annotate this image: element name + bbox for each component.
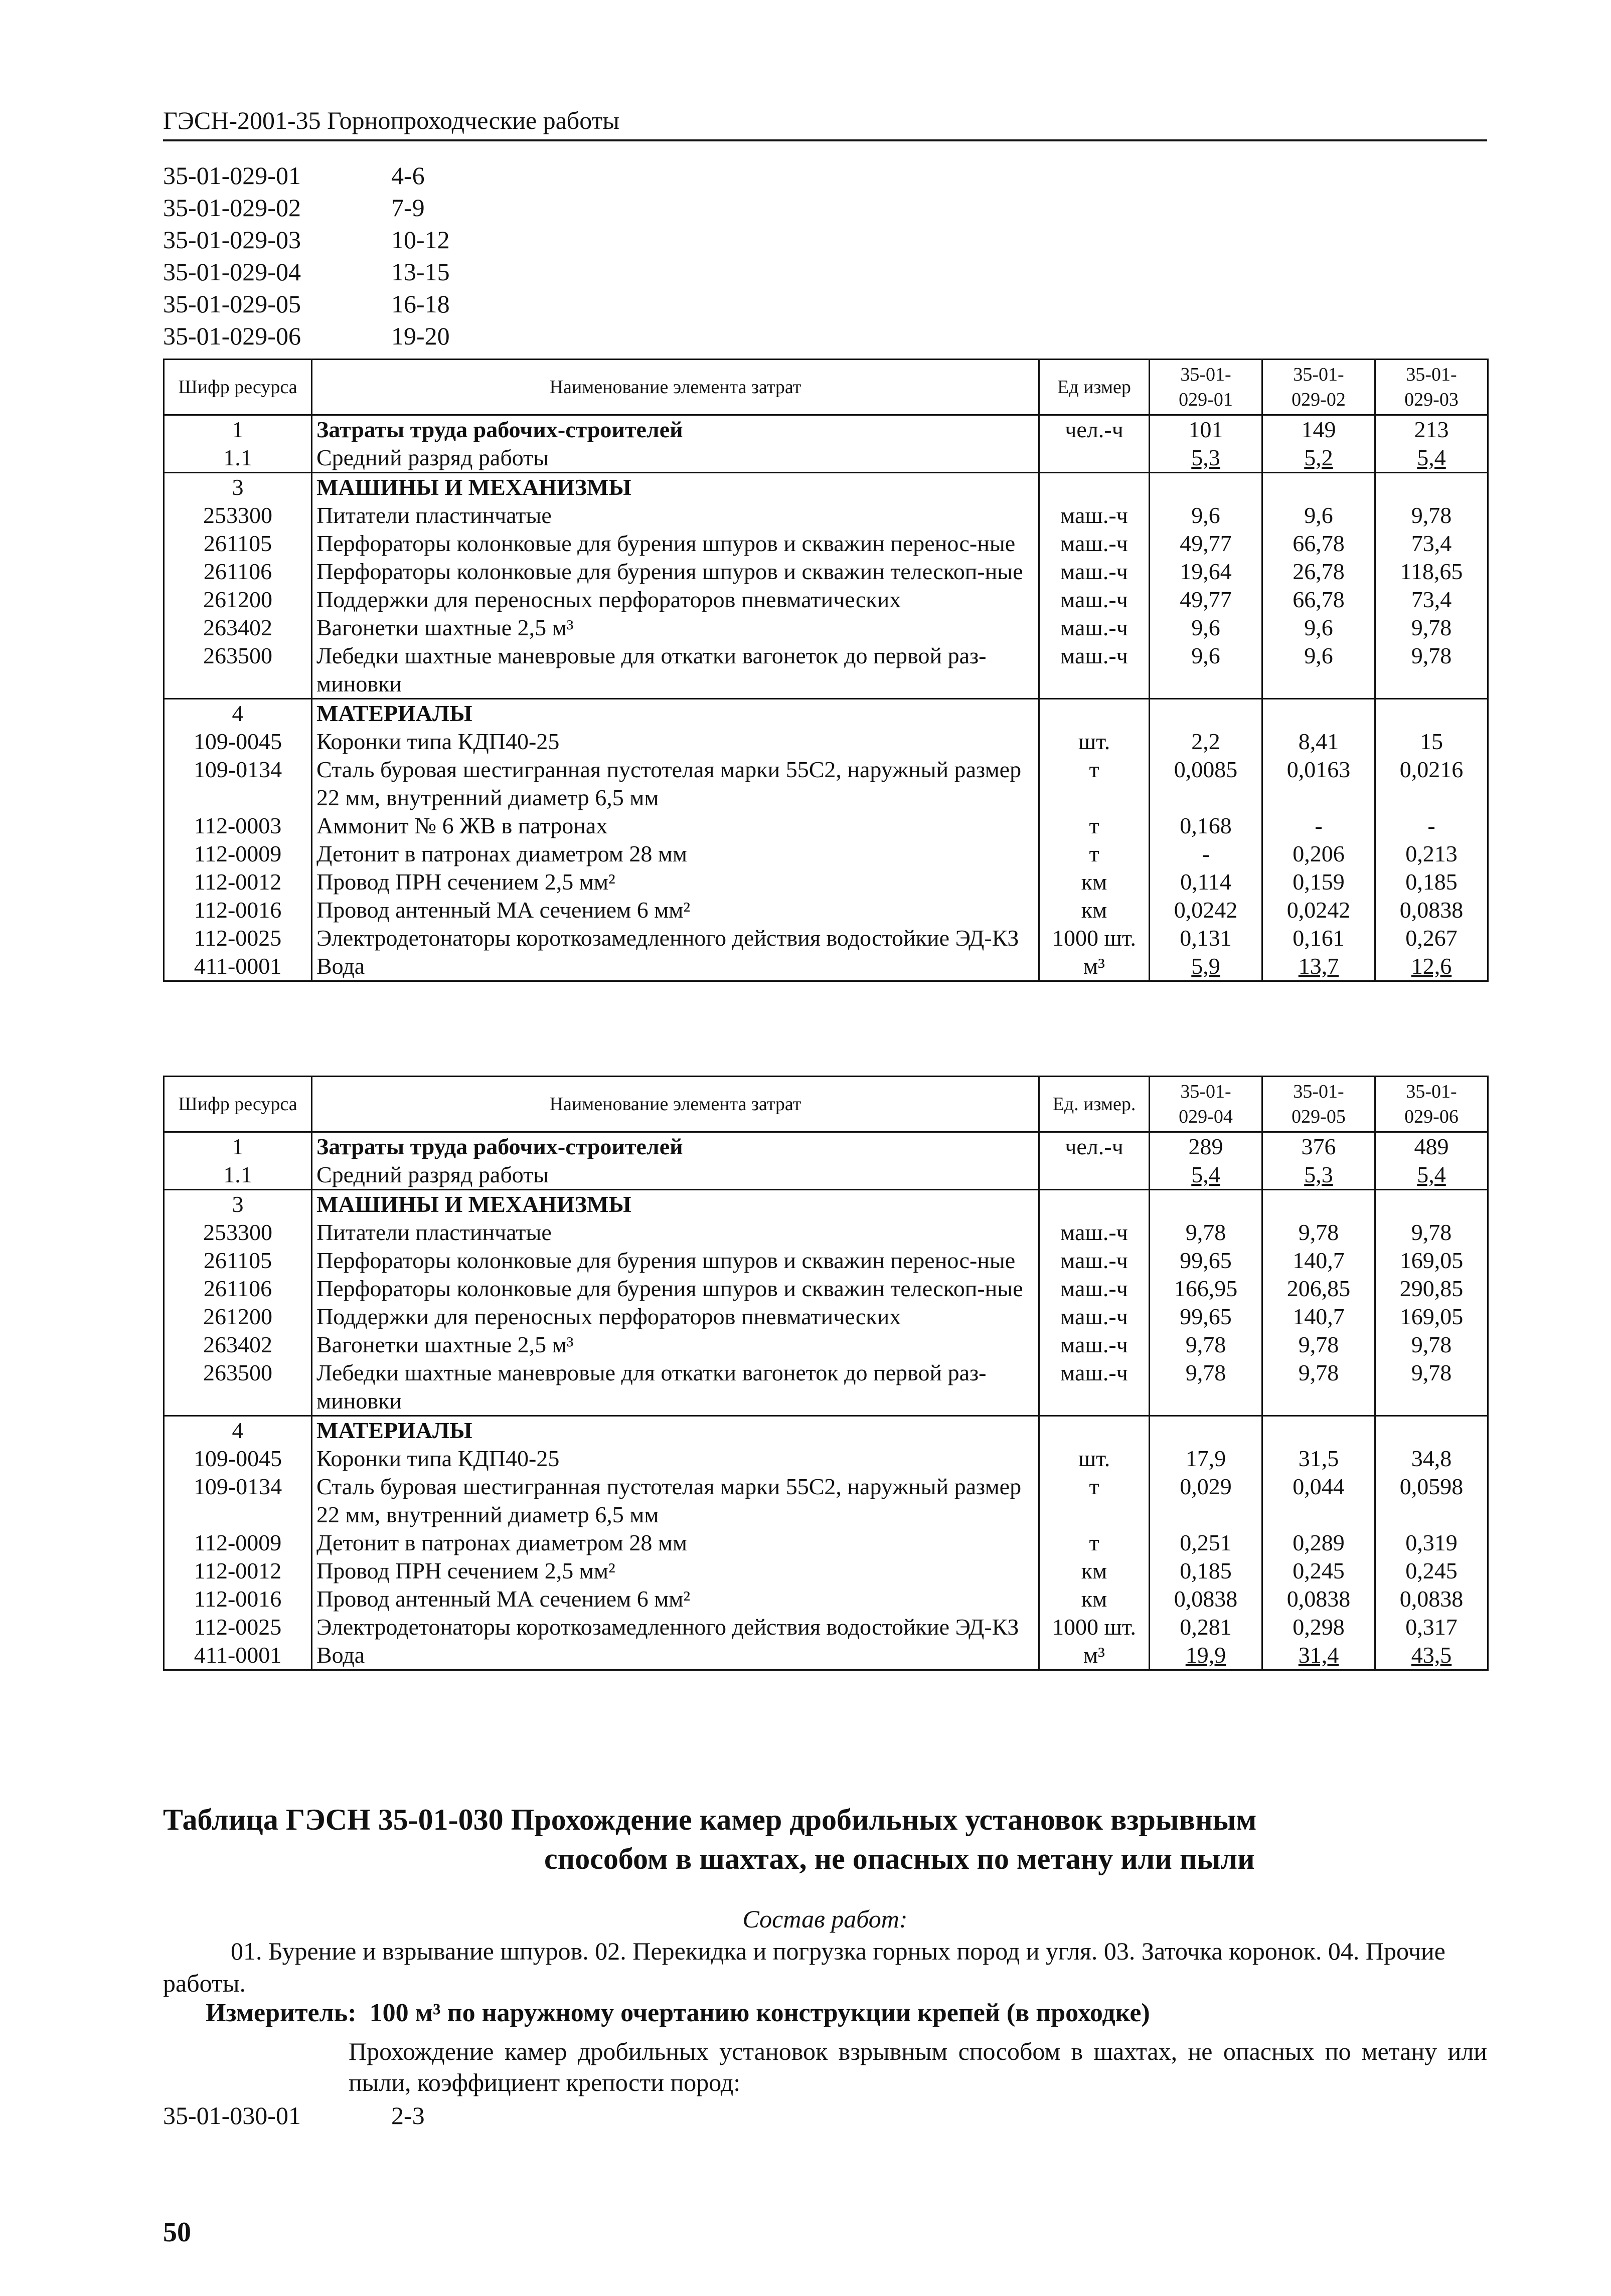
value-cell: 9,78 [1375, 614, 1488, 642]
value-cell: 9,78 [1150, 1359, 1262, 1416]
unit-cell [1039, 444, 1150, 473]
resource-code: 261106 [164, 558, 312, 586]
value-cell: 8,41 [1262, 728, 1375, 756]
value-cell: 166,95 [1150, 1275, 1262, 1303]
value-cell: - [1375, 812, 1488, 840]
value-cell [1262, 1416, 1375, 1445]
value-cell: 0,0838 [1262, 1585, 1375, 1613]
column-header: 35-01- 029-06 [1375, 1077, 1488, 1132]
value-cell: 9,78 [1375, 1218, 1488, 1247]
value-cell: 213 [1375, 415, 1488, 444]
table-row [164, 1275, 1488, 1303]
unit-cell: км [1039, 896, 1150, 924]
unit-cell: маш.-ч [1039, 1218, 1150, 1247]
value-cell: 66,78 [1262, 586, 1375, 614]
table-row [164, 728, 1488, 756]
value-cell: 0,0216 [1375, 756, 1488, 812]
resource-name: Коронки типа КДП40-25 [312, 1445, 1039, 1473]
resource-code: 3 [164, 473, 312, 502]
unit-cell: маш.-ч [1039, 558, 1150, 586]
table-row [164, 415, 1488, 444]
resource-code: 261105 [164, 1247, 312, 1275]
column-header: Шифр ресурса [164, 1077, 312, 1132]
code-range: 4-6 [391, 161, 425, 190]
resource-code: 263500 [164, 1359, 312, 1416]
resource-name: Провод антенный МА сечением 6 мм² [312, 896, 1039, 924]
unit-cell: шт. [1039, 728, 1150, 756]
value-cell: 49,77 [1150, 529, 1262, 558]
unit-cell: т [1039, 1529, 1150, 1557]
resource-name: Электродетонаторы короткозамедленного действия водостойкие ЭД-КЗ [312, 1613, 1039, 1641]
unit-cell: м³ [1039, 1641, 1150, 1670]
column-header: Ед. измер. [1039, 1077, 1150, 1132]
value-cell: 26,78 [1262, 558, 1375, 586]
code-list-item [163, 288, 450, 320]
section-title [163, 1800, 1487, 1878]
value-cell: 9,6 [1262, 614, 1375, 642]
code-list-item [163, 192, 450, 224]
resource-name: МАТЕРИАЛЫ [312, 1416, 1039, 1445]
resource-table-1 [163, 359, 1489, 982]
value-cell: 0,161 [1262, 924, 1375, 952]
code-list-item [163, 320, 450, 352]
value-cell [1150, 699, 1262, 728]
resource-code: 109-0045 [164, 728, 312, 756]
value-cell: 9,78 [1262, 1359, 1375, 1416]
table-row [164, 1247, 1488, 1275]
resource-name: Затраты труда рабочих-строителей [312, 1132, 1039, 1161]
table-row [164, 840, 1488, 868]
value-cell: 31,5 [1262, 1445, 1375, 1473]
resource-code: 109-0045 [164, 1445, 312, 1473]
unit-cell: чел.-ч [1039, 1132, 1150, 1161]
unit-cell: маш.-ч [1039, 614, 1150, 642]
unit-cell: шт. [1039, 1445, 1150, 1473]
value-cell [1375, 473, 1488, 502]
value-cell: 99,65 [1150, 1247, 1262, 1275]
table-row [164, 529, 1488, 558]
table-row [164, 952, 1488, 981]
column-header: Ед измер [1039, 360, 1150, 415]
value-cell: 99,65 [1150, 1303, 1262, 1331]
meter-label: Измеритель: [206, 1999, 357, 2027]
value-cell: 0,317 [1375, 1613, 1488, 1641]
value-cell [1375, 1190, 1488, 1219]
column-header: 35-01- 029-05 [1262, 1077, 1375, 1132]
resource-code: 4 [164, 699, 312, 728]
resource-code: 1 [164, 1132, 312, 1161]
resource-code: 112-0009 [164, 840, 312, 868]
value-cell: 49,77 [1150, 586, 1262, 614]
unit-cell: т [1039, 812, 1150, 840]
value-cell: 0,0085 [1150, 756, 1262, 812]
resource-name: Вагонетки шахтные 2,5 м³ [312, 1331, 1039, 1359]
value-cell: 12,6 [1375, 952, 1488, 981]
value-cell [1150, 1416, 1262, 1445]
resource-name: Провод антенный МА сечением 6 мм² [312, 1585, 1039, 1613]
value-cell: 289 [1150, 1132, 1262, 1161]
unit-cell [1039, 1416, 1150, 1445]
resource-name: Сталь буровая шестигранная пустотелая марки 55С2, наружный размер 22 мм, внутренний диаметр 6,5 мм [312, 756, 1039, 812]
value-cell: 101 [1150, 415, 1262, 444]
table-row [164, 1359, 1488, 1416]
value-cell: 9,6 [1150, 614, 1262, 642]
table-row [164, 812, 1488, 840]
value-cell: 9,6 [1150, 642, 1262, 699]
resource-name: Детонит в патронах диаметром 28 мм [312, 1529, 1039, 1557]
unit-cell: т [1039, 840, 1150, 868]
column-header: 35-01- 029-03 [1375, 360, 1488, 415]
table-row [164, 444, 1488, 473]
value-cell: 5,4 [1150, 1161, 1262, 1190]
page-number: 50 [163, 2217, 191, 2248]
code-range: 16-18 [391, 290, 450, 318]
value-cell: 0,245 [1375, 1557, 1488, 1585]
column-header: 35-01- 029-02 [1262, 360, 1375, 415]
value-cell [1375, 1416, 1488, 1445]
table-row [164, 1557, 1488, 1585]
resource-code: 112-0012 [164, 868, 312, 896]
resource-name: Вагонетки шахтные 2,5 м³ [312, 614, 1039, 642]
resource-name: Провод ПРН сечением 2,5 мм² [312, 868, 1039, 896]
value-cell: 0,281 [1150, 1613, 1262, 1641]
resource-code: 112-0025 [164, 924, 312, 952]
value-cell [1262, 1190, 1375, 1219]
unit-cell: км [1039, 1585, 1150, 1613]
unit-cell: маш.-ч [1039, 1275, 1150, 1303]
resource-code: 263402 [164, 1331, 312, 1359]
resource-code: 112-0016 [164, 1585, 312, 1613]
description: Прохождение камер дробильных установок взрывным способом в шахтах, не опасных по метану или пыли, коэффициент крепости пород: [349, 2037, 1487, 2096]
resource-name: Перфораторы колонковые для бурения шпуров и скважин перенос-ные [312, 1247, 1039, 1275]
table-header-row [164, 1077, 1488, 1132]
resource-name: Поддержки для переносных перфораторов пневматических [312, 586, 1039, 614]
resource-code: 411-0001 [164, 952, 312, 981]
resource-name: Поддержки для переносных перфораторов пневматических [312, 1303, 1039, 1331]
value-cell: 5,2 [1262, 444, 1375, 473]
value-cell: 0,0163 [1262, 756, 1375, 812]
code-list-item [163, 256, 450, 288]
table-row [164, 1190, 1488, 1219]
value-cell: 73,4 [1375, 586, 1488, 614]
value-cell: 9,6 [1262, 501, 1375, 529]
resource-name: Перфораторы колонковые для бурения шпуров и скважин телескоп-ные [312, 558, 1039, 586]
unit-cell: маш.-ч [1039, 1303, 1150, 1331]
resource-name: Затраты труда рабочих-строителей [312, 415, 1039, 444]
unit-cell: маш.-ч [1039, 642, 1150, 699]
resource-code: 112-0016 [164, 896, 312, 924]
value-cell: 43,5 [1375, 1641, 1488, 1670]
unit-cell: маш.-ч [1039, 1359, 1150, 1416]
resource-code: 109-0134 [164, 1473, 312, 1529]
value-cell: 9,78 [1262, 1331, 1375, 1359]
value-cell: 0,168 [1150, 812, 1262, 840]
resource-name: Вода [312, 952, 1039, 981]
value-cell: 0,319 [1375, 1529, 1488, 1557]
table-row [164, 614, 1488, 642]
resource-code: 263402 [164, 614, 312, 642]
code-range: 13-15 [391, 258, 450, 286]
column-header: Шифр ресурса [164, 360, 312, 415]
resource-code: 261200 [164, 586, 312, 614]
value-cell: 0,0838 [1150, 1585, 1262, 1613]
page-header: ГЭСН-2001-35 Горнопроходческие работы [163, 105, 1487, 141]
section-title-line-2: способом в шахтах, не опасных по метану или пыли [544, 1842, 1255, 1875]
value-cell: 66,78 [1262, 529, 1375, 558]
code-value: 35-01-029-06 [163, 322, 301, 350]
value-cell: 9,78 [1150, 1218, 1262, 1247]
value-cell: 34,8 [1375, 1445, 1488, 1473]
value-cell: 2,2 [1150, 728, 1262, 756]
unit-cell [1039, 1161, 1150, 1190]
resource-name: Средний разряд работы [312, 444, 1039, 473]
value-cell: 9,78 [1150, 1331, 1262, 1359]
value-cell: 5,9 [1150, 952, 1262, 981]
resource-name: Лебедки шахтные маневровые для откатки вагонеток до первой раз-миновки [312, 642, 1039, 699]
table-row [164, 1613, 1488, 1641]
resource-code: 4 [164, 1416, 312, 1445]
value-cell: 5,3 [1150, 444, 1262, 473]
value-cell: 169,05 [1375, 1303, 1488, 1331]
value-cell: 0,114 [1150, 868, 1262, 896]
resource-code: 1 [164, 415, 312, 444]
resource-name: Аммонит № 6 ЖВ в патронах [312, 812, 1039, 840]
value-cell [1375, 699, 1488, 728]
resource-name: МАШИНЫ И МЕХАНИЗМЫ [312, 473, 1039, 502]
table-row [164, 1585, 1488, 1613]
meter-value: 100 м³ по наружному очертанию конструкции крепей (в проходке) [369, 1999, 1150, 2027]
value-cell: 31,4 [1262, 1641, 1375, 1670]
table-row [164, 1132, 1488, 1161]
value-cell: 15 [1375, 728, 1488, 756]
unit-cell [1039, 1190, 1150, 1219]
value-cell: - [1262, 812, 1375, 840]
resource-name: МАШИНЫ И МЕХАНИЗМЫ [312, 1190, 1039, 1219]
resource-table-2 [163, 1076, 1489, 1671]
table-row [164, 558, 1488, 586]
value-cell [1150, 1190, 1262, 1219]
table-row [164, 1445, 1488, 1473]
value-cell [1262, 473, 1375, 502]
meter-line [206, 1998, 1150, 2028]
value-cell: 0,159 [1262, 868, 1375, 896]
code-range: 10-12 [391, 226, 450, 254]
value-cell: 0,0242 [1262, 896, 1375, 924]
value-cell: 9,78 [1375, 1331, 1488, 1359]
resource-code: 112-0009 [164, 1529, 312, 1557]
value-cell: 0,251 [1150, 1529, 1262, 1557]
resource-code: 1.1 [164, 444, 312, 473]
resource-name: Средний разряд работы [312, 1161, 1039, 1190]
value-cell: 0,029 [1150, 1473, 1262, 1529]
unit-cell: чел.-ч [1039, 415, 1150, 444]
table-row [164, 868, 1488, 896]
table-row [164, 924, 1488, 952]
value-cell: 0,213 [1375, 840, 1488, 868]
code-value: 35-01-029-03 [163, 226, 301, 254]
value-cell: 9,78 [1375, 1359, 1488, 1416]
code-value: 35-01-029-02 [163, 194, 301, 222]
resource-name: Электродетонаторы короткозамедленного действия водостойкие ЭД-КЗ [312, 924, 1039, 952]
resource-name: Провод ПРН сечением 2,5 мм² [312, 1557, 1039, 1585]
resource-name: Вода [312, 1641, 1039, 1670]
value-cell: 0,0598 [1375, 1473, 1488, 1529]
value-cell: 0,0242 [1150, 896, 1262, 924]
resource-code: 112-0003 [164, 812, 312, 840]
value-cell: 0,298 [1262, 1613, 1375, 1641]
code-range: 19-20 [391, 322, 450, 350]
column-header: Наименование элемента затрат [312, 1077, 1039, 1132]
unit-cell: 1000 шт. [1039, 1613, 1150, 1641]
table-row [164, 1473, 1488, 1529]
value-cell: 0,185 [1150, 1557, 1262, 1585]
table-row [164, 1641, 1488, 1670]
value-cell: 9,6 [1150, 501, 1262, 529]
resource-code: 112-0012 [164, 1557, 312, 1585]
table-row [164, 1416, 1488, 1445]
code-value: 35-01-029-04 [163, 258, 301, 286]
table-row [164, 756, 1488, 812]
table-row [164, 1303, 1488, 1331]
value-cell: 489 [1375, 1132, 1488, 1161]
table-row [164, 586, 1488, 614]
value-cell: - [1150, 840, 1262, 868]
value-cell: 0,245 [1262, 1557, 1375, 1585]
resource-name: Перфораторы колонковые для бурения шпуров и скважин перенос-ные [312, 529, 1039, 558]
unit-cell: т [1039, 1473, 1150, 1529]
composition-heading: Состав работ: [742, 1905, 908, 1933]
value-cell: 17,9 [1150, 1445, 1262, 1473]
table-row [164, 1331, 1488, 1359]
resource-code: 253300 [164, 1218, 312, 1247]
value-cell: 19,9 [1150, 1641, 1262, 1670]
value-cell: 9,78 [1262, 1218, 1375, 1247]
column-header: 35-01- 029-04 [1150, 1077, 1262, 1132]
unit-cell: т [1039, 756, 1150, 812]
resource-code: 261105 [164, 529, 312, 558]
value-cell: 140,7 [1262, 1247, 1375, 1275]
code-030-row [163, 2101, 425, 2130]
column-header: 35-01- 029-01 [1150, 360, 1262, 415]
unit-cell: маш.-ч [1039, 501, 1150, 529]
composition-text: 01. Бурение и взрывание шпуров. 02. Перекидка и погрузка горных пород и угля. 03. Заточка коронок. 04. Прочие работы. [163, 1937, 1445, 1997]
value-cell: 0,0838 [1375, 1585, 1488, 1613]
value-cell: 0,267 [1375, 924, 1488, 952]
resource-name: Коронки типа КДП40-25 [312, 728, 1039, 756]
table-row [164, 1218, 1488, 1247]
value-cell: 73,4 [1375, 529, 1488, 558]
code-value: 35-01-029-05 [163, 290, 301, 318]
code-list-item [163, 159, 450, 192]
resource-code: 109-0134 [164, 756, 312, 812]
value-cell: 9,78 [1375, 501, 1488, 529]
resource-code: 261200 [164, 1303, 312, 1331]
unit-cell: маш.-ч [1039, 1247, 1150, 1275]
resource-code: 3 [164, 1190, 312, 1219]
unit-cell: км [1039, 1557, 1150, 1585]
value-cell: 19,64 [1150, 558, 1262, 586]
resource-name: Лебедки шахтные маневровые для откатки вагонеток до первой раз-миновки [312, 1359, 1039, 1416]
value-cell: 0,185 [1375, 868, 1488, 896]
code-list [163, 159, 450, 352]
value-cell: 118,65 [1375, 558, 1488, 586]
unit-cell [1039, 473, 1150, 502]
value-cell: 0,044 [1262, 1473, 1375, 1529]
value-cell: 149 [1262, 415, 1375, 444]
value-cell: 206,85 [1262, 1275, 1375, 1303]
unit-cell: м³ [1039, 952, 1150, 981]
value-cell: 140,7 [1262, 1303, 1375, 1331]
value-cell: 0,131 [1150, 924, 1262, 952]
table-row [164, 501, 1488, 529]
work-composition [163, 1903, 1487, 1999]
table-row [164, 699, 1488, 728]
code-list-item [163, 224, 450, 256]
resource-code: 261106 [164, 1275, 312, 1303]
resource-name: Сталь буровая шестигранная пустотелая марки 55С2, наружный размер 22 мм, внутренний диаметр 6,5 мм [312, 1473, 1039, 1529]
table-row [164, 1161, 1488, 1190]
value-cell: 9,6 [1262, 642, 1375, 699]
table-row [164, 896, 1488, 924]
resource-name: Перфораторы колонковые для бурения шпуров и скважин телескоп-ные [312, 1275, 1039, 1303]
value-cell: 0,289 [1262, 1529, 1375, 1557]
value-cell: 13,7 [1262, 952, 1375, 981]
code-030: 35-01-030-01 [163, 2101, 301, 2130]
column-header: Наименование элемента затрат [312, 360, 1039, 415]
value-cell: 0,0838 [1375, 896, 1488, 924]
resource-name: Детонит в патронах диаметром 28 мм [312, 840, 1039, 868]
unit-cell: маш.-ч [1039, 1331, 1150, 1359]
unit-cell: км [1039, 868, 1150, 896]
resource-name: Питатели пластинчатые [312, 1218, 1039, 1247]
value-cell: 169,05 [1375, 1247, 1488, 1275]
unit-cell [1039, 699, 1150, 728]
resource-name: Питатели пластинчатые [312, 501, 1039, 529]
value-cell [1150, 473, 1262, 502]
table-row [164, 642, 1488, 699]
unit-cell: 1000 шт. [1039, 924, 1150, 952]
code-range: 7-9 [391, 194, 425, 222]
value-cell: 5,4 [1375, 444, 1488, 473]
code-value: 35-01-029-01 [163, 161, 301, 190]
unit-cell: маш.-ч [1039, 586, 1150, 614]
resource-code: 253300 [164, 501, 312, 529]
unit-cell: маш.-ч [1039, 529, 1150, 558]
resource-code: 1.1 [164, 1161, 312, 1190]
table-header-row [164, 360, 1488, 415]
table-row [164, 473, 1488, 502]
value-cell: 0,206 [1262, 840, 1375, 868]
value-cell [1262, 699, 1375, 728]
resource-code: 112-0025 [164, 1613, 312, 1641]
value-cell: 5,3 [1262, 1161, 1375, 1190]
value-cell: 290,85 [1375, 1275, 1488, 1303]
value-cell: 9,78 [1375, 642, 1488, 699]
table-row [164, 1529, 1488, 1557]
value-cell: 376 [1262, 1132, 1375, 1161]
value-cell: 5,4 [1375, 1161, 1488, 1190]
resource-code: 411-0001 [164, 1641, 312, 1670]
code-030-range: 2-3 [391, 2101, 425, 2130]
resource-code: 263500 [164, 642, 312, 699]
section-title-line-1: Таблица ГЭСН 35-01-030 Прохождение камер дробильных установок взрывным [163, 1803, 1257, 1836]
resource-name: МАТЕРИАЛЫ [312, 699, 1039, 728]
